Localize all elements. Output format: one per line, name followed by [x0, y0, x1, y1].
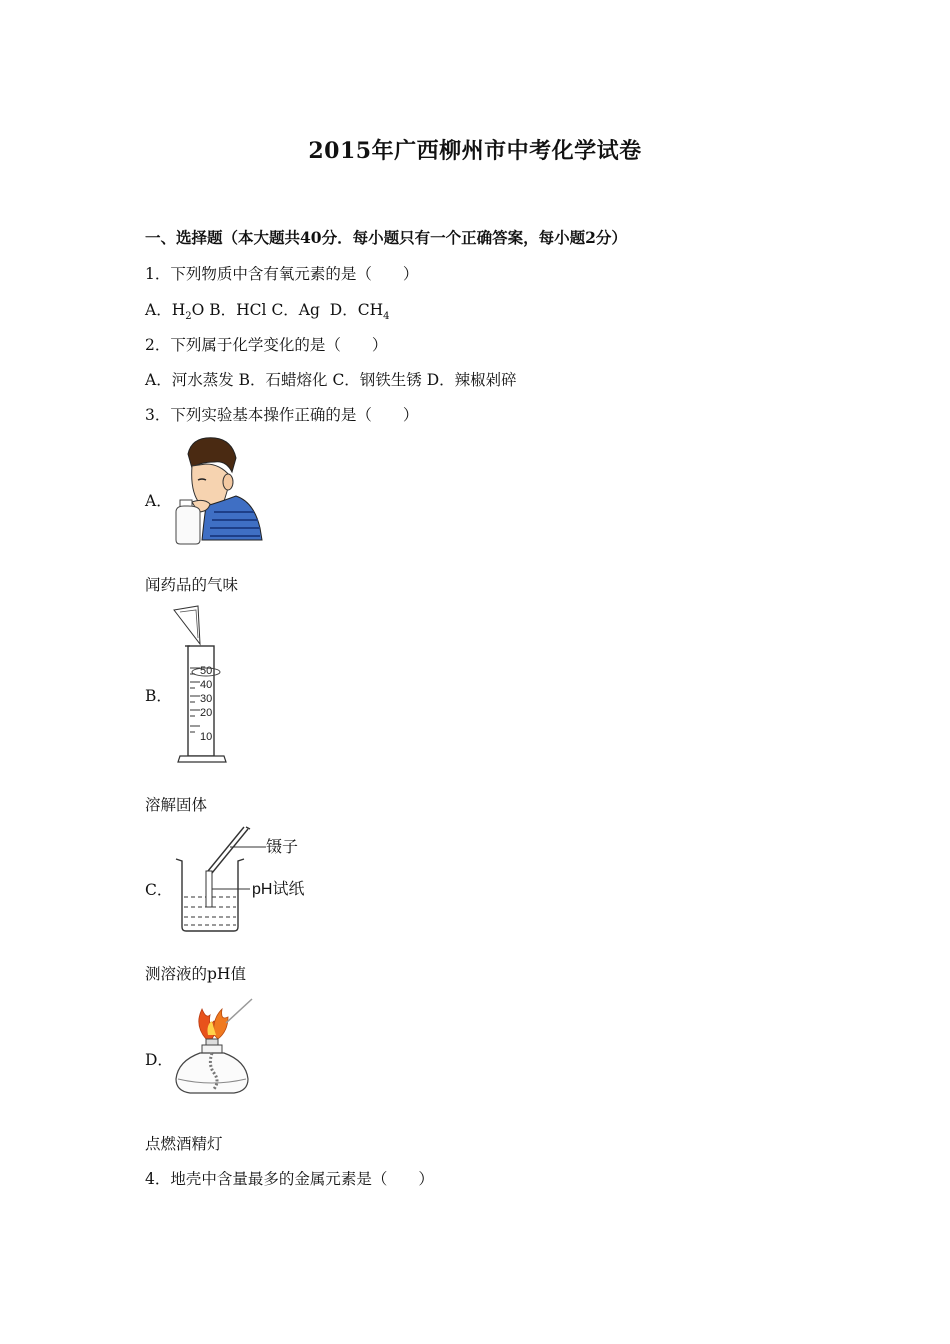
scale-mark-50: 50: [200, 665, 213, 677]
question-4-stem: 4．地壳中含量最多的金属元素是（ ）: [145, 1170, 434, 1188]
scale-mark-10: 10: [200, 731, 213, 743]
question-3-stem: 3．下列实验基本操作正确的是（ ）: [145, 406, 419, 424]
figure-option-d-caption: 点燃酒精灯: [145, 1135, 223, 1153]
scale-mark-20: 20: [200, 707, 213, 719]
question-1-stem: 1．下列物质中含有氧元素的是（ ）: [145, 265, 419, 283]
figure-option-c-label: C．: [145, 881, 173, 899]
figure-option-a-label: A．: [145, 492, 172, 510]
scale-mark-30: 30: [200, 693, 213, 705]
question-2-stem: 2．下列属于化学变化的是（ ）: [145, 336, 388, 354]
section-heading: 一、选择题（本大题共40分．每小题只有一个正确答案，每小题2分）: [145, 228, 627, 247]
option-a-formula: $H_2O$: [171, 301, 205, 323]
figure-option-c-caption: 测溶液的pH值: [145, 965, 246, 983]
figure-option-d-label: D．: [145, 1051, 173, 1069]
graduated-cylinder-funnel-illustration: [170, 604, 235, 766]
smelling-bottle-illustration: [170, 432, 265, 547]
option-a-label: A．: [145, 301, 172, 319]
figure-option-a-caption: 闻药品的气味: [145, 576, 239, 594]
figure-option-b-label: B．: [145, 687, 172, 705]
alcohol-lamp-illustration: [170, 995, 255, 1100]
question-2-options: A．河水蒸发 B．石蜡熔化 C．钢铁生锈 D．辣椒剁碎: [145, 371, 517, 389]
ph-paper-label: pH试纸: [252, 881, 305, 898]
option-b: B．HCl: [209, 301, 267, 319]
page-title: 2015年广西柳州市中考化学试卷: [308, 138, 642, 164]
beaker-ph-paper-illustration: [170, 825, 315, 935]
scale-mark-40: 40: [200, 679, 213, 691]
option-d: D．$CH_4$: [329, 301, 390, 323]
figure-option-b-caption: 溶解固体: [145, 796, 208, 814]
tweezers-label: 镊子: [266, 839, 299, 856]
question-1-options: [145, 298, 389, 322]
option-c: C．Ag: [271, 301, 320, 319]
